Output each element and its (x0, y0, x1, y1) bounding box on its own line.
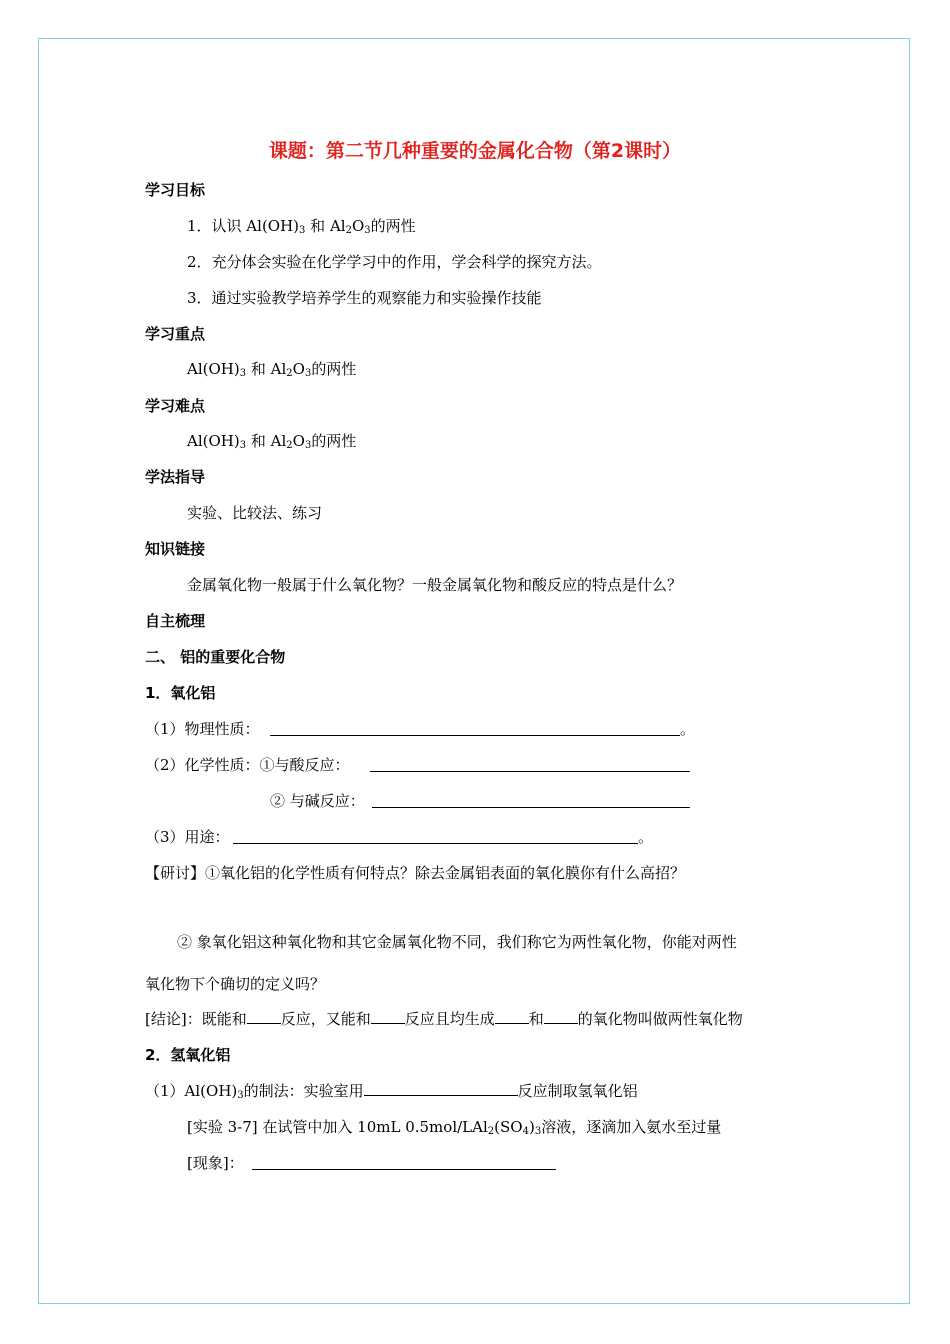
key-points-text: $Al(OH)_3$ 和 $Al_2O_3$的两性 (187, 360, 357, 379)
knowledge-text: 金属氧化物一般属于什么氧化物？一般金属氧化物和酸反应的特点是什么？ (187, 576, 683, 594)
section-heading: 二、 铝的重要化合物 (145, 648, 286, 666)
preparation-line: $(1)Al(OH)_3$的制法：实验室用 反应制取氢氧化铝 (145, 1082, 638, 1101)
self-study-heading: 自主梳理 (145, 612, 206, 630)
physical-property-blank[interactable] (270, 735, 680, 736)
preparation-blank[interactable] (364, 1081, 518, 1096)
conclusion: [结论]：既能和 反应，又能和 反应且均生成 和 的氧化物叫做两性氧化物 (145, 1010, 743, 1028)
acid-reaction-blank[interactable] (370, 771, 690, 772)
difficult-points-heading: 学习难点 (145, 397, 206, 415)
use-blank[interactable] (233, 843, 638, 844)
use-label: （3）用途： (145, 828, 230, 846)
discussion-2-line-1: ② 象氧化铝这种氧化物和其它金属氧化物不同，我们称它为两性氧化物，你能对两性 (177, 933, 737, 951)
phenomenon-label: [现象]： (187, 1154, 244, 1172)
goal-item-2: 2．充分体会实验在化学学习中的作用，学会科学的探究方法。 (187, 253, 602, 271)
goal-item-1: 1．认识 $Al(OH)_3$ 和 $Al_2O_3$的两性 (187, 217, 416, 236)
conclusion-blank-3[interactable] (495, 1009, 529, 1024)
chemical-property-label: （2）化学性质：①与酸反应： (145, 756, 350, 774)
goals-heading: 学习目标 (145, 181, 206, 199)
experiment-line: [实验 3-7] 在试管中加入 10mL $0.5mol/LAl_2(SO_4)_3$溶液，逐滴加入氨水至过量 (187, 1118, 722, 1137)
aluminum-hydroxide-heading: 2．氢氧化铝 (145, 1046, 231, 1064)
goal-item-3: 3．通过实验教学培养学生的观察能力和实验操作技能 (187, 289, 542, 307)
phenomenon-blank[interactable] (252, 1169, 556, 1170)
page-title: 课题：第二节几种重要的金属化合物（第2课时） (268, 140, 682, 162)
discussion-1: 【研讨】①氧化铝的化学性质有何特点？除去金属铝表面的氧化膜你有什么高招？ (145, 864, 686, 882)
base-reaction-blank[interactable] (372, 807, 690, 808)
physical-property-label: （1）物理性质： (145, 720, 260, 738)
conclusion-blank-1[interactable] (247, 1009, 281, 1024)
use-period: 。 (638, 828, 654, 846)
physical-period: 。 (680, 720, 696, 738)
knowledge-heading: 知识链接 (145, 540, 206, 558)
base-reaction-label: ② 与碱反应： (270, 792, 365, 810)
discussion-2-line-2: 氧化物下个确切的定义吗？ (145, 975, 326, 993)
method-heading: 学法指导 (145, 468, 206, 486)
conclusion-blank-2[interactable] (371, 1009, 405, 1024)
conclusion-blank-4[interactable] (544, 1009, 578, 1024)
alumina-heading: 1．氧化铝 (145, 684, 216, 702)
page-border (38, 38, 910, 1304)
key-points-heading: 学习重点 (145, 325, 206, 343)
method-text: 实验、比较法、练习 (187, 504, 323, 522)
difficult-points-text: $Al(OH)_3$ 和 $Al_2O_3$的两性 (187, 432, 357, 451)
